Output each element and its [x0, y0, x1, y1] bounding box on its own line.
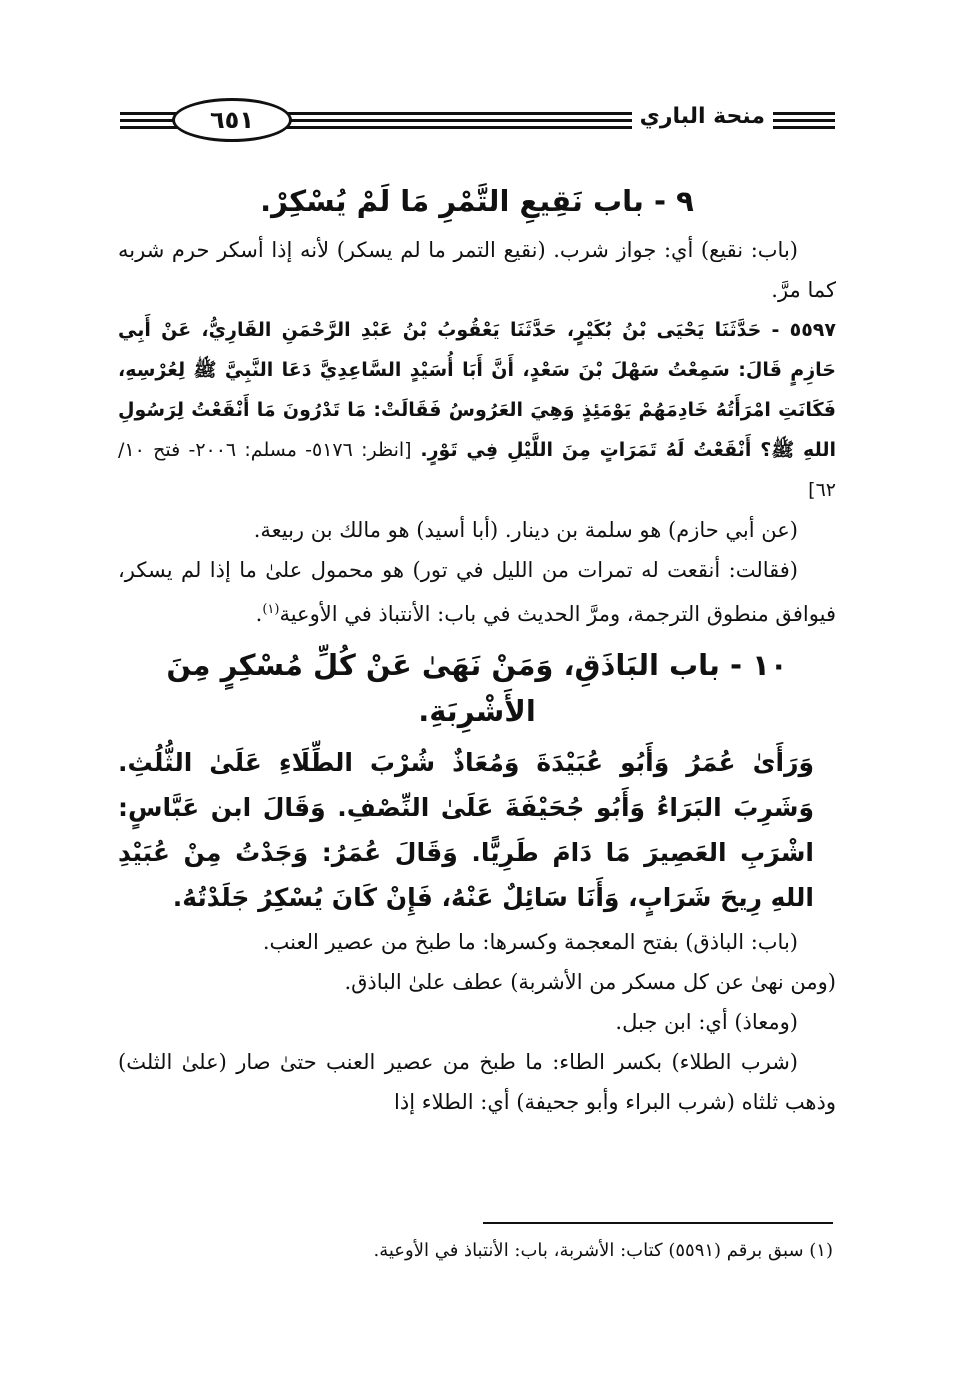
commentary-paragraph: (باب: نقيع) أي: جواز شرب. (نقيع التمر ما لم يسكر) لأنه إذا أسكر حرم شربه كما مرَّ.	[118, 238, 836, 302]
commentary-paragraph: (عن أبي حازم) هو سلمة بن دينار. (أبا أسيد) هو مالك بن ربيعة.	[253, 518, 798, 542]
commentary-paragraph: (شرب الطلاء) بكسر الطاء: ما طبخ من عصير العنب حتىٰ صار (علىٰ الثلث) وذهب ثلثاه (شرب البراء وأبو جحيفة) أي: الطلاء إذا	[118, 1050, 836, 1114]
chapter-heading-10: ١٠ - باب البَاذَقِ، وَمَنْ نَهَىٰ عَنْ كُلِّ مُسْكِرٍ مِنَ الأَشْرِبَةِ.	[166, 648, 788, 728]
footnote-separator	[483, 1222, 833, 1224]
footnote: (١) سبق برقم (٥٥٩١) كتاب: الأشربة، باب: الأنتباذ في الأوعية.	[373, 1240, 833, 1261]
commentary-paragraph: (باب: الباذق) بفتح المعجمة وكسرها: ما طبخ من عصير العنب.	[262, 930, 798, 954]
running-header	[120, 92, 835, 148]
sentence-end: .	[255, 602, 263, 626]
hadith-reference: [انظر: ٥١٧٦- مسلم: ٢٠٠٦- فتح ١٠/ ٦٢]	[118, 439, 836, 501]
commentary-paragraph: (ومعاذ) أي: ابن جبل.	[615, 1010, 798, 1034]
running-title: منحة الباري	[632, 104, 773, 129]
hadith-text	[118, 310, 836, 510]
main-text	[118, 178, 836, 1122]
hadith-5597: ٥٥٩٧ - حَدَّثَنَا يَحْيَى بْنُ بُكَيْرٍ، حَدَّثَنَا يَعْقُوبُ بْنُ عَبْدِ الرَّحْمَنِ القَارِيُّ، عَنْ أَبِي حَازِمٍ قَالَ: سَمِعْتُ سَهْلَ بْنَ سَعْدٍ، أَنَّ أَبَا أُسَيْدٍ السَّاعِدِيَّ دَعَا النَّبِيَّ ﷺ لِعُرْسِهِ، فَكَانَتِ امْرَأَتُهُ خَادِمَهُمْ يَوْمَئِذٍ وَهِيَ العَرُوسُ فَقَالَتْ: مَا تَدْرُونَ مَا أَنْقَعْتُ لِرَسُولِ اللهِ ﷺ؟ أَنْقَعْتُ لَهُ تَمَرَاتٍ مِنَ اللَّيْلِ فِي تَوْرٍ.	[118, 319, 836, 461]
page-number: ٦٥١	[172, 98, 292, 142]
commentary-paragraph: (ومن نهىٰ عن كل مسكر من الأشربة) عطف علىٰ الباذق.	[344, 970, 836, 994]
chapter-heading-9: ٩ - باب نَقِيعِ التَّمْرِ مَا لَمْ يُسْكِرْ.	[260, 184, 694, 218]
footnote-marker: (١)	[262, 602, 280, 617]
commentary-paragraph	[118, 550, 836, 634]
commentary-text: (فقالت: أنقعت له تمرات من الليل في تور) هو محمول علىٰ ما إذا لم يسكر، فيوافق منطوق الترجمة، ومرَّ الحديث في باب: الأنتباذ في الأوعية	[118, 558, 836, 626]
athar-text: وَرَأَىٰ عُمَرُ وَأَبُو عُبَيْدَةَ وَمُعَاذٌ شُرْبَ الطِّلَاءِ عَلَىٰ الثُّلُثِ. وَشَرِبَ البَرَاءُ وَأَبُو جُحَيْفَةَ عَلَىٰ النِّصْفِ. وَقَالَ ابن عَبَّاسٍ: اشْرَبِ العَصِيرَ مَا دَامَ طَرِيًّا. وَقَالَ عُمَرُ: وَجَدْتُ مِنْ عُبَيْدِ اللهِ رِيحَ شَرَابٍ، وَأَنَا سَائِلٌ عَنْهُ، فَإِنْ كَانَ يُسْكِرُ جَلَدْتُهُ.	[118, 748, 814, 912]
